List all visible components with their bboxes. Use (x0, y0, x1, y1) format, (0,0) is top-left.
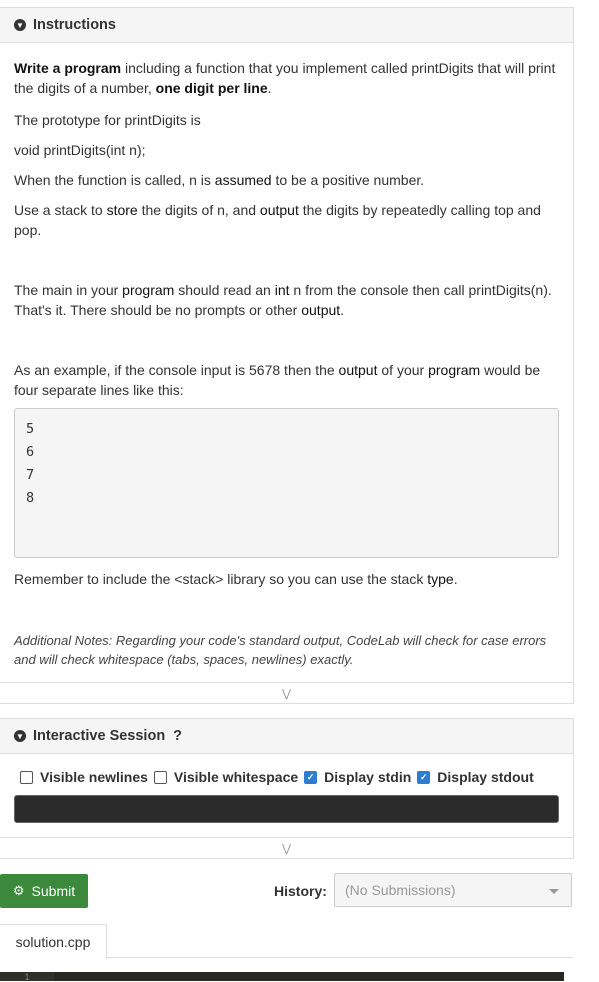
text: including a function that you implement called printDigits that will print the digits of a number, (14, 60, 556, 96)
instructions-collapse-bar[interactable] (0, 682, 573, 703)
text: Remember to include the <stack> library so you can use the stack (14, 571, 428, 587)
text: . (340, 302, 345, 318)
text: . (453, 571, 458, 587)
code-line: 6 (26, 444, 35, 460)
text: the digits of n, and (137, 202, 260, 218)
text: would be four separate lines like this: (14, 362, 541, 398)
keyword-link[interactable]: int (274, 282, 290, 298)
caret-down-icon (549, 889, 559, 894)
chevron-down-icon: ▼ (14, 19, 26, 31)
text: the digits by repeatedly calling top and pop. (14, 202, 541, 238)
paragraph-8 (14, 569, 559, 589)
text: When the function is called, n is (14, 172, 215, 188)
submit-button[interactable] (0, 874, 88, 908)
session-title: Interactive Session (33, 728, 166, 744)
code-line: 8 (26, 490, 35, 506)
keyword-link[interactable]: store (106, 202, 138, 218)
keyword-link[interactable]: program (122, 282, 175, 298)
checkbox-checked[interactable]: ✓ (417, 771, 430, 784)
checkbox[interactable] (154, 771, 167, 784)
keyword-link[interactable]: program (428, 362, 481, 378)
text: n from the console then call printDigits(n). That's it. There should be no prompts or other (14, 282, 552, 318)
paragraph-6 (14, 280, 559, 320)
submit-label: Submit (31, 883, 76, 899)
keyword-link[interactable]: assumed (214, 172, 272, 188)
line-number-gutter: 1 (0, 972, 54, 981)
example-output-box (14, 408, 559, 558)
paragraph-4 (14, 170, 559, 190)
keyword-link[interactable]: type (427, 571, 454, 587)
text: The main in your (14, 282, 123, 298)
text: to be a positive number. (271, 172, 425, 188)
additional-notes: Additional Notes: Regarding your code's standard output, CodeLab will check for case errors and will check whitespace (tabs, spaces, newlines) exactly. (14, 633, 547, 667)
code-line: 5 (26, 421, 35, 437)
paragraph-3: void printDigits(int n); (14, 142, 146, 158)
history-label: History: (274, 883, 327, 899)
paragraph-5 (14, 200, 559, 240)
keyword-link[interactable]: output (259, 202, 299, 218)
option-label: Display stdout (437, 769, 534, 785)
keyword-link[interactable]: output (301, 302, 341, 318)
console-output[interactable] (14, 795, 559, 823)
text: Use a stack to (14, 202, 107, 218)
paragraph-1 (14, 58, 559, 98)
instructions-header[interactable] (0, 8, 573, 43)
double-chevron-down-icon: ⋁ (281, 687, 292, 700)
tab-divider (106, 957, 573, 958)
gear-icon: ⚙ (12, 883, 25, 898)
text: of your (377, 362, 429, 378)
display-stdout-option[interactable] (417, 769, 533, 785)
double-chevron-down-icon: ⋁ (281, 842, 292, 855)
paragraph-7 (14, 360, 559, 400)
keyword-link[interactable]: output (338, 362, 378, 378)
text: As an example, if the console input is 5678 then the (14, 362, 339, 378)
tab-solution-cpp[interactable]: solution.cpp (0, 924, 107, 959)
history-select[interactable] (334, 873, 572, 907)
option-label: Visible newlines (40, 769, 148, 785)
paragraph-2: The prototype for printDigits is (14, 112, 201, 128)
session-header[interactable] (0, 719, 573, 754)
history-value: (No Submissions) (345, 882, 456, 898)
help-icon[interactable]: ? (173, 728, 183, 744)
checkbox-checked[interactable]: ✓ (304, 771, 317, 784)
visible-whitespace-option[interactable] (154, 769, 298, 785)
instructions-title: Instructions (33, 17, 116, 33)
visible-newlines-option[interactable] (20, 769, 148, 785)
chevron-down-icon: ▼ (14, 730, 26, 742)
checkbox[interactable] (20, 771, 33, 784)
code-editor[interactable] (0, 972, 564, 981)
text: should read an (174, 282, 275, 298)
option-label: Visible whitespace (173, 769, 299, 785)
code-line: 7 (26, 467, 35, 483)
session-collapse-bar[interactable] (0, 837, 573, 858)
bold-text: one digit per line (155, 80, 268, 96)
session-options (20, 769, 540, 785)
text: . (267, 80, 272, 96)
option-label: Display stdin (324, 769, 412, 785)
display-stdin-option[interactable] (304, 769, 411, 785)
bold-text: Write a program (14, 60, 122, 76)
